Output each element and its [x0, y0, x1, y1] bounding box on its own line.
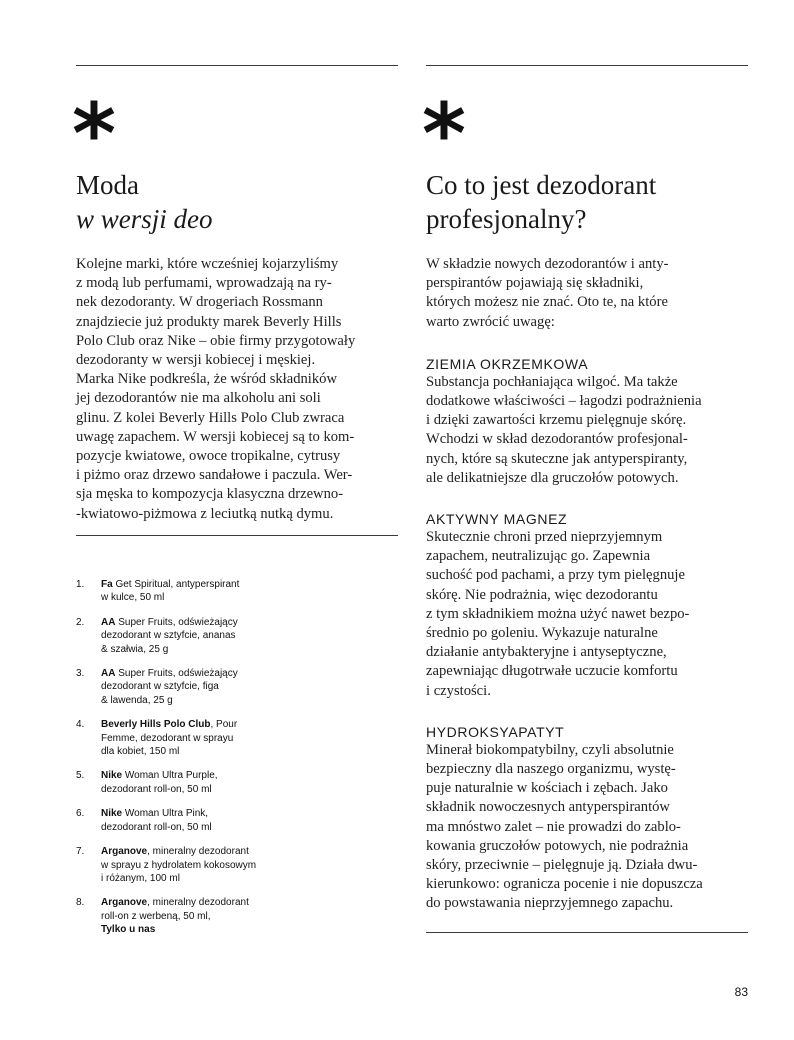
- text-line: i dzięki zawartości krzemu pielęgnuje skórę.: [426, 412, 687, 429]
- item-number: 5.: [76, 770, 85, 782]
- item-text: dezodorant roll-on, 50 ml: [101, 783, 212, 795]
- text-line: sja męska to kompozycja klasyczna drzewno-: [76, 486, 344, 503]
- item-brand: Nike: [101, 770, 123, 782]
- text-line: z tym składnikiem można użyć nawet bezpo-: [426, 605, 690, 622]
- right-heading-line1: Co to jest dezodorant: [426, 170, 657, 200]
- top-rule-left: [76, 65, 398, 66]
- item-description: [101, 718, 237, 758]
- text-line: składnik nowoczesnych antyperspirantów: [426, 799, 670, 816]
- text-line: zapewniając długotrwałe uczucie komfortu: [426, 663, 678, 680]
- text-line: glinu. Z kolei Beverly Hills Polo Club zwraca: [76, 409, 345, 426]
- top-rule-right: [426, 65, 748, 66]
- item-text: roll-on z werbeną, 50 ml,: [101, 910, 211, 922]
- item-brand: Beverly Hills Polo Club: [101, 719, 211, 731]
- item-description: [101, 845, 256, 885]
- item-number: 1.: [76, 579, 85, 590]
- item-text: Super Fruits, odświeżający: [115, 616, 238, 628]
- section-body-ziemia: [426, 373, 756, 488]
- right-article: [422, 85, 756, 914]
- item-text: Get Spiritual, antyperspirant: [112, 579, 240, 590]
- text-line: działanie antybakteryjne i antyseptyczne,: [426, 644, 667, 661]
- exclusive-label: Tylko u nas: [101, 924, 156, 936]
- text-line: dodatkowe właściwości – łagodzi podrażnienia: [426, 393, 702, 410]
- item-text: w sprayu z hydrolatem kokosowym: [101, 859, 257, 871]
- text-line: puje naturalnie w kościach i zębach. Jako: [426, 780, 668, 797]
- section-body-hydroksyapatyt: [426, 741, 756, 914]
- text-line: ale delikatniejsze dla gruczołów potowych.: [426, 469, 679, 486]
- text-line: W składzie nowych dezodorantów i anty-: [426, 256, 669, 272]
- asterisk-icon: *: [72, 85, 116, 183]
- left-heading-line2: w wersji deo: [76, 204, 213, 234]
- text-line: Polo Club oraz Nike – obie firmy przygotowały: [76, 332, 356, 349]
- text-line: Wchodzi w skład dezodorantów profesjonal-: [426, 431, 688, 448]
- text-line: kowania gruczołów potowych, nie podrażnia: [426, 837, 689, 854]
- right-heading-line2: profesjonalny?: [426, 204, 587, 234]
- text-line: perspirantów pojawiają się składniki,: [426, 275, 644, 292]
- item-text: Woman Ultra Purple,: [122, 770, 218, 782]
- text-line: i piżmo oraz drzewo sandałowe i paczula. Wer-: [76, 467, 353, 484]
- item-description: [101, 807, 212, 834]
- text-line: skóry, przeciwnie – pielęgnuje ją. Działa dwu-: [426, 857, 698, 874]
- item-text: dezodorant w sztyfcie, figa: [101, 681, 219, 693]
- text-line: do powstawania nieprzyjemnego zapachu.: [426, 895, 674, 912]
- right-heading: [426, 168, 756, 236]
- item-text: & lawenda, 25 g: [101, 694, 173, 706]
- text-line: średnio po goleniu. Wykazuje naturalne: [426, 625, 658, 642]
- item-number: 6.: [76, 808, 85, 820]
- item-text: dezodorant w sztyfcie, ananas: [101, 630, 236, 642]
- text-line: z modą lub perfumami, wprowadzają na ry-: [76, 275, 332, 292]
- left-article: [72, 85, 406, 524]
- text-line: i czystości.: [426, 682, 491, 699]
- item-text: , mineralny dezodorant: [147, 897, 249, 909]
- list-item: [76, 718, 396, 758]
- list-item: [76, 769, 396, 796]
- item-text: , mineralny dezodorant: [147, 846, 249, 858]
- item-brand: AA: [101, 668, 116, 680]
- text-line: bezpieczny dla naszego organizmu, wystę-: [426, 761, 676, 778]
- item-brand: Arganove: [101, 897, 148, 909]
- item-number: 2.: [76, 616, 85, 628]
- item-text: & szałwia, 25 g: [101, 643, 169, 655]
- text-line: skórę. Nie podrażnia, więc dezodorantu: [426, 586, 658, 603]
- text-line: Kolejne marki, które wcześniej kojarzyliśmy: [76, 256, 339, 272]
- middle-rule-left: [76, 535, 398, 536]
- text-line: Marka Nike podkreśla, że wśród składników: [76, 371, 337, 388]
- text-line: kierunkowo: ogranicza pocenie i nie dopuszcza: [426, 876, 703, 893]
- item-brand: Fa: [101, 579, 113, 590]
- item-description: [101, 616, 238, 656]
- text-line: Substancja pochłaniająca wilgoć. Ma także: [426, 373, 678, 390]
- text-line: jej dezodorantów nie ma alkoholu ani soli: [76, 390, 321, 407]
- text-line: znajdziecie już produkty marek Beverly Hills: [76, 313, 342, 330]
- item-brand: Nike: [101, 808, 123, 820]
- text-line: nek dezodoranty. W drogeriach Rossmann: [76, 294, 323, 311]
- item-text: Woman Ultra Pink,: [122, 808, 209, 820]
- item-text: , Pour: [210, 719, 238, 731]
- list-item: [76, 807, 396, 834]
- text-line: Skutecznie chroni przed nieprzyjemnym: [426, 529, 663, 546]
- list-item: [76, 896, 396, 936]
- item-number: 8.: [76, 897, 85, 909]
- section-title-magnez: AKTYWNY MAGNEZ: [426, 511, 568, 528]
- item-text: Super Fruits, odświeżający: [115, 668, 238, 680]
- item-text: w kulce, 50 ml: [101, 592, 165, 604]
- text-line: uwagę zapachem. W wersji kobiecej są to kom-: [76, 428, 355, 445]
- item-description: [101, 769, 218, 796]
- right-intro: [426, 255, 756, 332]
- item-description: [101, 578, 239, 605]
- text-line: Minerał biokompatybilny, czyli absolutnie: [426, 741, 674, 758]
- bottom-rule-right: [426, 932, 748, 933]
- section-title-hydroksyapatyt: HYDROKSYAPATYT: [426, 723, 565, 740]
- text-line: dezodoranty w wersji kobiecej i męskiej.: [76, 352, 316, 369]
- section-title-ziemia: ZIEMIA OKRZEMKOWA: [426, 355, 589, 372]
- item-text: i różanym, 100 ml: [101, 872, 180, 884]
- item-brand: AA: [101, 616, 116, 628]
- section-body-magnez: [426, 528, 756, 701]
- list-item: [76, 667, 396, 707]
- list-item: [76, 578, 396, 605]
- item-number: 7.: [76, 846, 85, 858]
- text-line: nych, które są skuteczne jak antyperspiranty,: [426, 450, 688, 467]
- item-text: dezodorant roll-on, 50 ml: [101, 821, 212, 833]
- text-line: ma mnóstwo zalet – nie prowadzi do zablo-: [426, 818, 681, 835]
- text-line: zapachem, neutralizując go. Zapewnia: [426, 548, 651, 565]
- item-text: dla kobiet, 150 ml: [101, 746, 180, 758]
- text-line: suchość pod pachami, a przy tym pielęgnuje: [426, 567, 685, 584]
- left-heading-line1: Moda: [76, 170, 139, 200]
- item-description: [101, 896, 249, 936]
- text-line: których możesz nie znać. Oto te, na które: [426, 294, 668, 311]
- text-line: -kwiatowo-piżmowa z leciutką nutką dymu.: [76, 505, 334, 522]
- text-line: pozycje kwiatowe, owoce tropikalne, cytrusy: [76, 448, 341, 465]
- product-list: [76, 578, 396, 948]
- list-item: [76, 616, 396, 656]
- list-item: [76, 845, 396, 885]
- item-description: [101, 667, 238, 707]
- left-paragraph: [76, 255, 406, 524]
- item-text: Femme, dezodorant w sprayu: [101, 732, 234, 744]
- item-brand: Arganove: [101, 846, 148, 858]
- asterisk-icon: *: [422, 85, 466, 183]
- item-number: 3.: [76, 668, 85, 680]
- left-heading: [76, 168, 406, 236]
- page-number: 83: [734, 985, 748, 999]
- text-line: warto zwrócić uwagę:: [426, 313, 555, 330]
- item-number: 4.: [76, 719, 85, 731]
